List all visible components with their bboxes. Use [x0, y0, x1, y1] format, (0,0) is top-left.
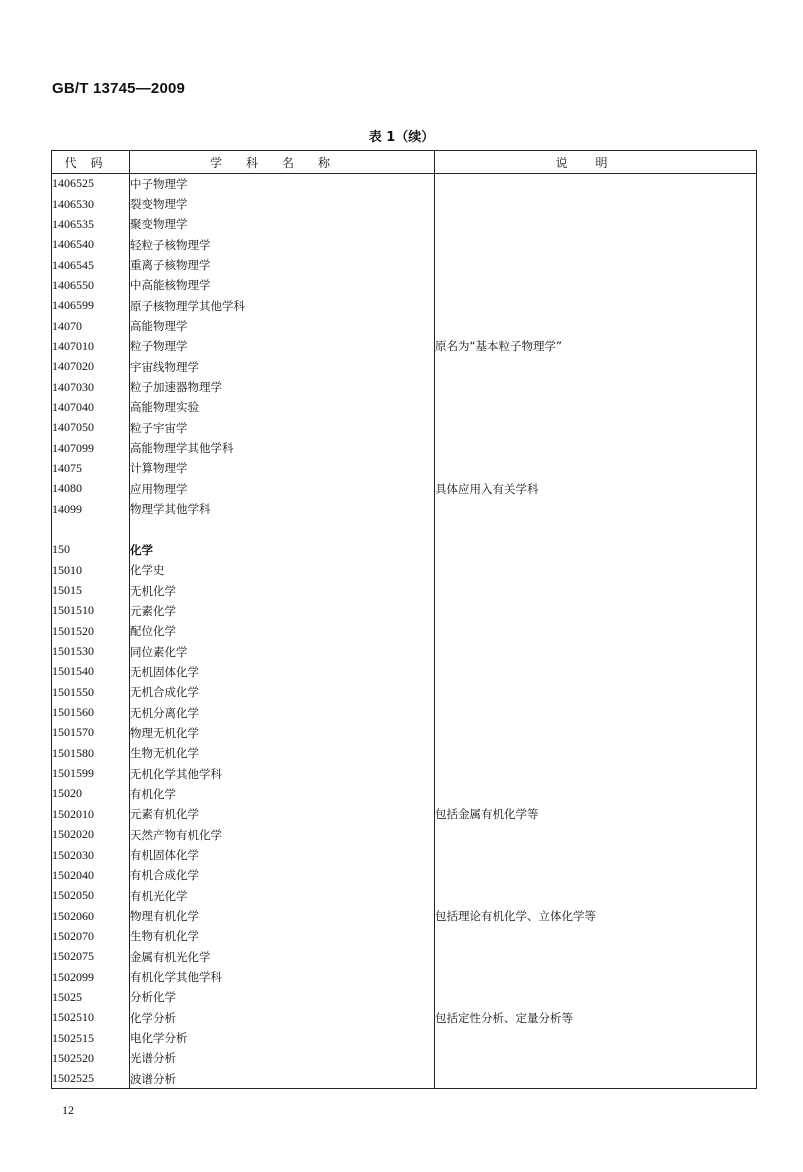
table-row	[52, 316, 757, 336]
table-row	[52, 601, 757, 621]
table-row	[52, 865, 757, 885]
row-note: 包括定性分析、定量分析等	[435, 1008, 757, 1028]
table-row	[52, 438, 757, 458]
row-note	[435, 601, 757, 621]
row-note	[435, 743, 757, 763]
row-discipline-name: 粒子加速器物理学	[130, 377, 435, 397]
row-note	[435, 397, 757, 417]
row-discipline-name: 有机合成化学	[130, 865, 435, 885]
table-row	[52, 418, 757, 438]
row-note	[435, 296, 757, 316]
table-row	[52, 763, 757, 783]
row-discipline-name: 物理学其他学科	[130, 499, 435, 519]
table-row	[52, 397, 757, 417]
row-discipline-name: 同位素化学	[130, 641, 435, 661]
table-caption: 表 1（续）	[368, 130, 435, 145]
row-discipline-name: 有机固体化学	[130, 845, 435, 865]
row-note	[435, 845, 757, 865]
table-row	[52, 194, 757, 214]
table-row	[52, 174, 757, 194]
table-row	[52, 377, 757, 397]
row-discipline-name: 高能物理学其他学科	[130, 438, 435, 458]
row-code: 14070	[52, 316, 130, 336]
row-discipline-name: 有机光化学	[130, 886, 435, 906]
table-row	[52, 235, 757, 255]
row-code: 1406540	[52, 235, 130, 255]
row-code: 15015	[52, 580, 130, 600]
row-code: 1501599	[52, 763, 130, 783]
row-discipline-name: 化学	[130, 540, 435, 560]
row-discipline-name: 光谱分析	[130, 1048, 435, 1068]
row-code: 1501580	[52, 743, 130, 763]
row-code: 14075	[52, 458, 130, 478]
row-note: 具体应用入有关学科	[435, 479, 757, 499]
table-row	[52, 296, 757, 316]
row-note	[435, 174, 757, 194]
table-row	[52, 580, 757, 600]
row-note	[435, 560, 757, 580]
table-row	[52, 357, 757, 377]
table-row	[52, 540, 757, 560]
row-discipline-name: 无机合成化学	[130, 682, 435, 702]
row-discipline-name: 粒子宇宙学	[130, 418, 435, 438]
row-code: 1406525	[52, 174, 130, 194]
row-code: 1502060	[52, 906, 130, 926]
row-discipline-name: 应用物理学	[130, 479, 435, 499]
row-discipline-name: 无机化学	[130, 580, 435, 600]
row-note	[435, 967, 757, 987]
row-note: 包括理论有机化学、立体化学等	[435, 906, 757, 926]
row-discipline-name: 电化学分析	[130, 1028, 435, 1048]
row-discipline-name: 无机固体化学	[130, 662, 435, 682]
row-note	[435, 377, 757, 397]
row-code: 1502010	[52, 804, 130, 824]
row-note	[435, 580, 757, 600]
row-discipline-name: 计算物理学	[130, 458, 435, 478]
row-note	[435, 723, 757, 743]
row-discipline-name: 配位化学	[130, 621, 435, 641]
table-row	[52, 886, 757, 906]
row-discipline-name: 分析化学	[130, 987, 435, 1007]
row-note	[435, 519, 757, 539]
row-discipline-name: 宇宙线物理学	[130, 357, 435, 377]
row-discipline-name: 化学史	[130, 560, 435, 580]
row-discipline-name: 天然产物有机化学	[130, 825, 435, 845]
row-note	[435, 235, 757, 255]
page-number: 12	[62, 1103, 74, 1117]
row-discipline-name: 物理无机化学	[130, 723, 435, 743]
row-code: 1407010	[52, 336, 130, 356]
table-row	[52, 255, 757, 275]
column-header-name: 学科名称	[130, 151, 435, 174]
table-row	[52, 784, 757, 804]
row-note	[435, 275, 757, 295]
row-code: 1501550	[52, 682, 130, 702]
row-code: 1502070	[52, 926, 130, 946]
table-row	[52, 1008, 757, 1028]
row-note	[435, 458, 757, 478]
row-code: 1502040	[52, 865, 130, 885]
row-code: 1406550	[52, 275, 130, 295]
row-discipline-name: 中高能核物理学	[130, 275, 435, 295]
row-code	[52, 519, 130, 539]
row-note	[435, 316, 757, 336]
table-row	[52, 621, 757, 641]
row-code: 14080	[52, 479, 130, 499]
row-code: 14099	[52, 499, 130, 519]
table-row	[52, 1069, 757, 1089]
row-code: 1501570	[52, 723, 130, 743]
row-discipline-name: 化学分析	[130, 1008, 435, 1028]
table-row	[52, 499, 757, 519]
row-discipline-name: 元素有机化学	[130, 804, 435, 824]
table-row	[52, 662, 757, 682]
row-code: 1502515	[52, 1028, 130, 1048]
table-row	[52, 743, 757, 763]
table-spacer-row	[52, 519, 757, 539]
table-row	[52, 906, 757, 926]
row-code: 1501510	[52, 601, 130, 621]
row-discipline-name	[130, 519, 435, 539]
row-code: 15025	[52, 987, 130, 1007]
row-note	[435, 784, 757, 804]
row-code: 1407050	[52, 418, 130, 438]
row-code: 1407020	[52, 357, 130, 377]
row-note	[435, 641, 757, 661]
table-row	[52, 1028, 757, 1048]
row-discipline-name: 金属有机光化学	[130, 947, 435, 967]
table-row	[52, 682, 757, 702]
row-discipline-name: 生物有机化学	[130, 926, 435, 946]
row-code: 1502510	[52, 1008, 130, 1028]
table-row	[52, 479, 757, 499]
row-discipline-name: 高能物理实验	[130, 397, 435, 417]
table-header-row	[52, 151, 757, 174]
row-code: 1502520	[52, 1048, 130, 1068]
table-row	[52, 458, 757, 478]
row-note	[435, 662, 757, 682]
row-note	[435, 357, 757, 377]
row-code: 15010	[52, 560, 130, 580]
row-code: 1407099	[52, 438, 130, 458]
table-row	[52, 723, 757, 743]
table-row	[52, 641, 757, 661]
table-row	[52, 702, 757, 722]
row-note	[435, 865, 757, 885]
row-discipline-name: 原子核物理学其他学科	[130, 296, 435, 316]
row-note	[435, 194, 757, 214]
column-header-note: 说明	[435, 151, 757, 174]
row-note	[435, 540, 757, 560]
row-code: 1502075	[52, 947, 130, 967]
row-note	[435, 926, 757, 946]
row-discipline-name: 有机化学	[130, 784, 435, 804]
table-row	[52, 967, 757, 987]
row-code: 1407030	[52, 377, 130, 397]
table-row	[52, 804, 757, 824]
row-note	[435, 763, 757, 783]
discipline-code-table	[51, 150, 757, 1089]
table-row	[52, 987, 757, 1007]
row-note	[435, 1069, 757, 1089]
row-discipline-name: 中子物理学	[130, 174, 435, 194]
row-code: 1502050	[52, 886, 130, 906]
row-code: 15020	[52, 784, 130, 804]
row-discipline-name: 聚变物理学	[130, 214, 435, 234]
row-note	[435, 886, 757, 906]
row-code: 150	[52, 540, 130, 560]
row-note: 包括金属有机化学等	[435, 804, 757, 824]
table-row	[52, 560, 757, 580]
row-discipline-name: 重离子核物理学	[130, 255, 435, 275]
row-code: 1501560	[52, 702, 130, 722]
row-code: 1501540	[52, 662, 130, 682]
row-note	[435, 214, 757, 234]
row-discipline-name: 粒子物理学	[130, 336, 435, 356]
row-code: 1502099	[52, 967, 130, 987]
row-note	[435, 702, 757, 722]
row-note	[435, 825, 757, 845]
row-discipline-name: 无机分离化学	[130, 702, 435, 722]
row-discipline-name: 元素化学	[130, 601, 435, 621]
row-discipline-name: 无机化学其他学科	[130, 763, 435, 783]
row-discipline-name: 物理有机化学	[130, 906, 435, 926]
row-discipline-name: 裂变物理学	[130, 194, 435, 214]
row-code: 1502020	[52, 825, 130, 845]
table-row	[52, 947, 757, 967]
row-discipline-name: 有机化学其他学科	[130, 967, 435, 987]
row-note	[435, 682, 757, 702]
row-code: 1502525	[52, 1069, 130, 1089]
row-note	[435, 947, 757, 967]
row-code: 1501520	[52, 621, 130, 641]
row-code: 1502030	[52, 845, 130, 865]
row-note	[435, 987, 757, 1007]
table-row	[52, 1048, 757, 1068]
row-discipline-name: 波谱分析	[130, 1069, 435, 1089]
row-discipline-name: 高能物理学	[130, 316, 435, 336]
row-note	[435, 621, 757, 641]
row-code: 1406545	[52, 255, 130, 275]
standard-code: GB/T 13745—2009	[52, 80, 186, 97]
row-code: 1406530	[52, 194, 130, 214]
row-note	[435, 255, 757, 275]
row-note	[435, 418, 757, 438]
row-note	[435, 438, 757, 458]
row-discipline-name: 生物无机化学	[130, 743, 435, 763]
row-note	[435, 1028, 757, 1048]
row-note	[435, 1048, 757, 1068]
row-code: 1501530	[52, 641, 130, 661]
row-code: 1407040	[52, 397, 130, 417]
table-row	[52, 214, 757, 234]
row-code: 1406599	[52, 296, 130, 316]
row-code: 1406535	[52, 214, 130, 234]
table-row	[52, 275, 757, 295]
table-row	[52, 336, 757, 356]
table-row	[52, 845, 757, 865]
table-row	[52, 825, 757, 845]
column-header-code: 代码	[52, 151, 130, 174]
row-note: 原名为“基本粒子物理学”	[435, 336, 757, 356]
row-note	[435, 499, 757, 519]
row-discipline-name: 轻粒子核物理学	[130, 235, 435, 255]
table-row	[52, 926, 757, 946]
